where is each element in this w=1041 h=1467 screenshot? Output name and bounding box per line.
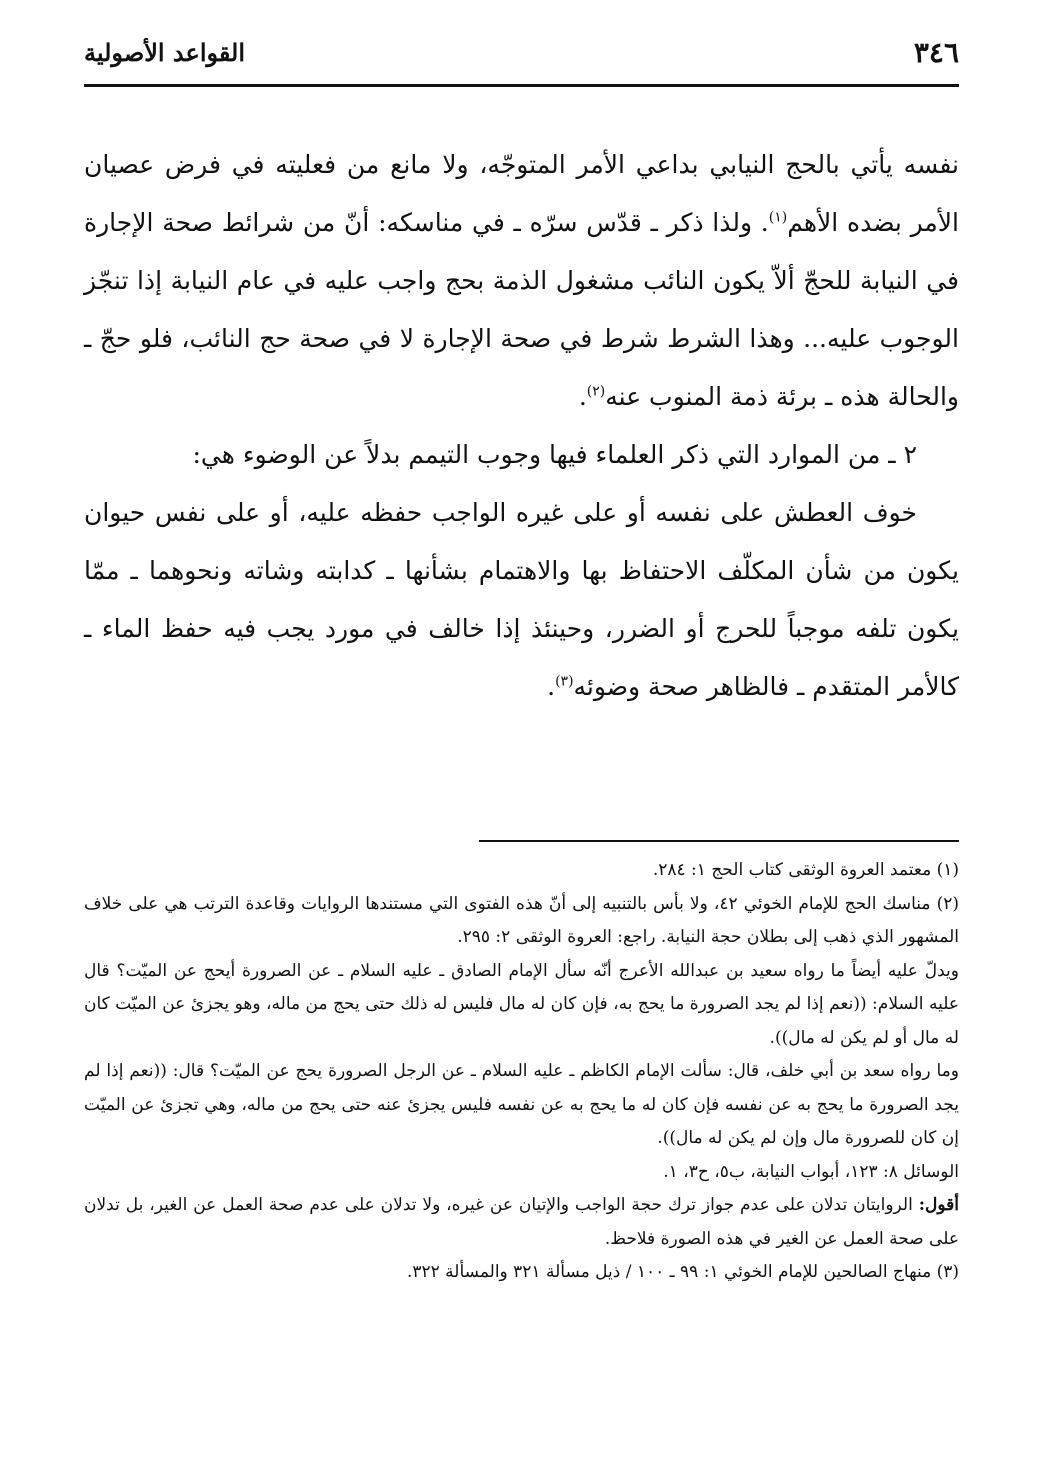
paragraph-3	[84, 484, 959, 716]
paragraph-1-continuation: . ولذا ذكر ـ قدّس سرّه ـ في مناسكه: أنّ من شرائط صحة الإجارة في النيابة للحجّ ألاّ يكون النائب مشغول الذمة بحج واجب عليه في عام النيابة إذا تنجّز الوجوب عليه... وهذا الشرط شرط في صحة الإجارة لا في صحة حج النائب، فلو حجّ ـ والحالة هذه ـ برئة ذمة المنوب عنه	[84, 208, 959, 411]
footnote-2-comment	[84, 1189, 959, 1256]
footnote-2-narration-2: وما رواه سعد بن أبي خلف، قال: سألت الإمام الكاظم ـ عليه السلام ـ عن الرجل الصرورة يحج عن الميّت؟ قال: ((نعم إذا لم يجد الصرورة ما يحج به عن نفسه فإن كان له ما يحج به عن نفسه فليس يجزئ عنه حتى يحج من ماله، وهي تجزئ عن الميّت إن كان للصرورة مال وإن لم يكن له مال)).	[84, 1061, 959, 1148]
main-text	[84, 136, 959, 716]
footnote-ref-3: (٣)	[555, 673, 574, 690]
paragraph-3-text: خوف العطش على نفسه أو على غيره الواجب حفظه عليه، أو على نفس حيوان يكون من شأن المكلّف الاحتفاظ بها والاهتمام بشأنها ـ كدابته وشاته ونحوهما ـ ممّا يكون تلفه موجباً للحرج أو الضرر، وحينئذ إذا خالف في مورد يجب فيه حفظ الماء ـ كالأمر المتقدم ـ فالظاهر صحة وضوئه	[84, 498, 959, 701]
footnote-3: (٣) منهاج الصالحين للإمام الخوئي ١: ٩٩ ـ ١٠٠ / ذيل مسألة ٣٢١ والمسألة ٣٢٢.	[406, 1262, 959, 1282]
paragraph-1-end: .	[578, 382, 587, 411]
running-header	[84, 28, 959, 76]
page	[84, 28, 959, 1428]
page-number: ٣٤٦	[913, 35, 959, 69]
footnotes	[84, 854, 959, 1290]
paragraph-1	[84, 136, 959, 426]
footnote-2-source: الوسائل ٨: ١٢٣، أبواب النيابة، ب٥، ح٣، ١.	[663, 1161, 959, 1182]
paragraph-2: ٢ ـ من الموارد التي ذكر العلماء فيها وجوب التيمم بدلاً عن الوضوء هي:	[192, 440, 917, 469]
comment-text: الروايتان تدلان على عدم جواز ترك حجة الواجب والإتيان عن غيره، ولا تدلان على عدم صحة العمل عن الغير، بل تدلان على صحة العمل عن الغير في هذه الصورة فلاحظ.	[84, 1195, 959, 1249]
footnote-ref-1: (١)	[768, 209, 788, 226]
paragraph-3-end: .	[547, 672, 556, 701]
footnote-rule	[479, 840, 959, 842]
footnote-2-narration-1: ويدلّ عليه أيضاً ما رواه سعيد بن عبدالله الأعرج أنّه سأل الإمام الصادق ـ عليه السلام ـ عن الصرورة أيحج عن الميّت؟ قال عليه السلام: ((نعم إذا لم يجد الصرورة ما يحج به، فإن كان له مال فليس له ذلك حتى يحج من ماله، وهو يجزئ عن الميّت كان له مال أو لم يكن له مال)).	[84, 960, 959, 1048]
footnote-ref-2: (٢)	[586, 383, 606, 400]
footnote-2: (٢) مناسك الحج للإمام الخوئي ٤٢، ولا بأس بالتنبيه إلى أنّ هذه الفتوى التي مستندها الروايات وقاعدة الترتب هي على خلاف المشهور الذي ذهب إلى بطلان حجة النيابة. راجع: العروة الوثقى ٢: ٢٩٥.	[84, 893, 959, 947]
footnote-1: (١) معتمد العروة الوثقى كتاب الحج ١: ٢٨٤.	[652, 860, 959, 880]
paragraph-1-text: نفسه يأتي بالحج النيابي بداعي الأمر المتوجّه، ولا مانع من فعليته في فرض عصيان الأمر بضده الأهم	[84, 150, 959, 237]
header-rule	[84, 84, 959, 87]
book-title: القواعد الأصولية	[84, 37, 246, 67]
comment-label: أقول:	[918, 1195, 959, 1215]
